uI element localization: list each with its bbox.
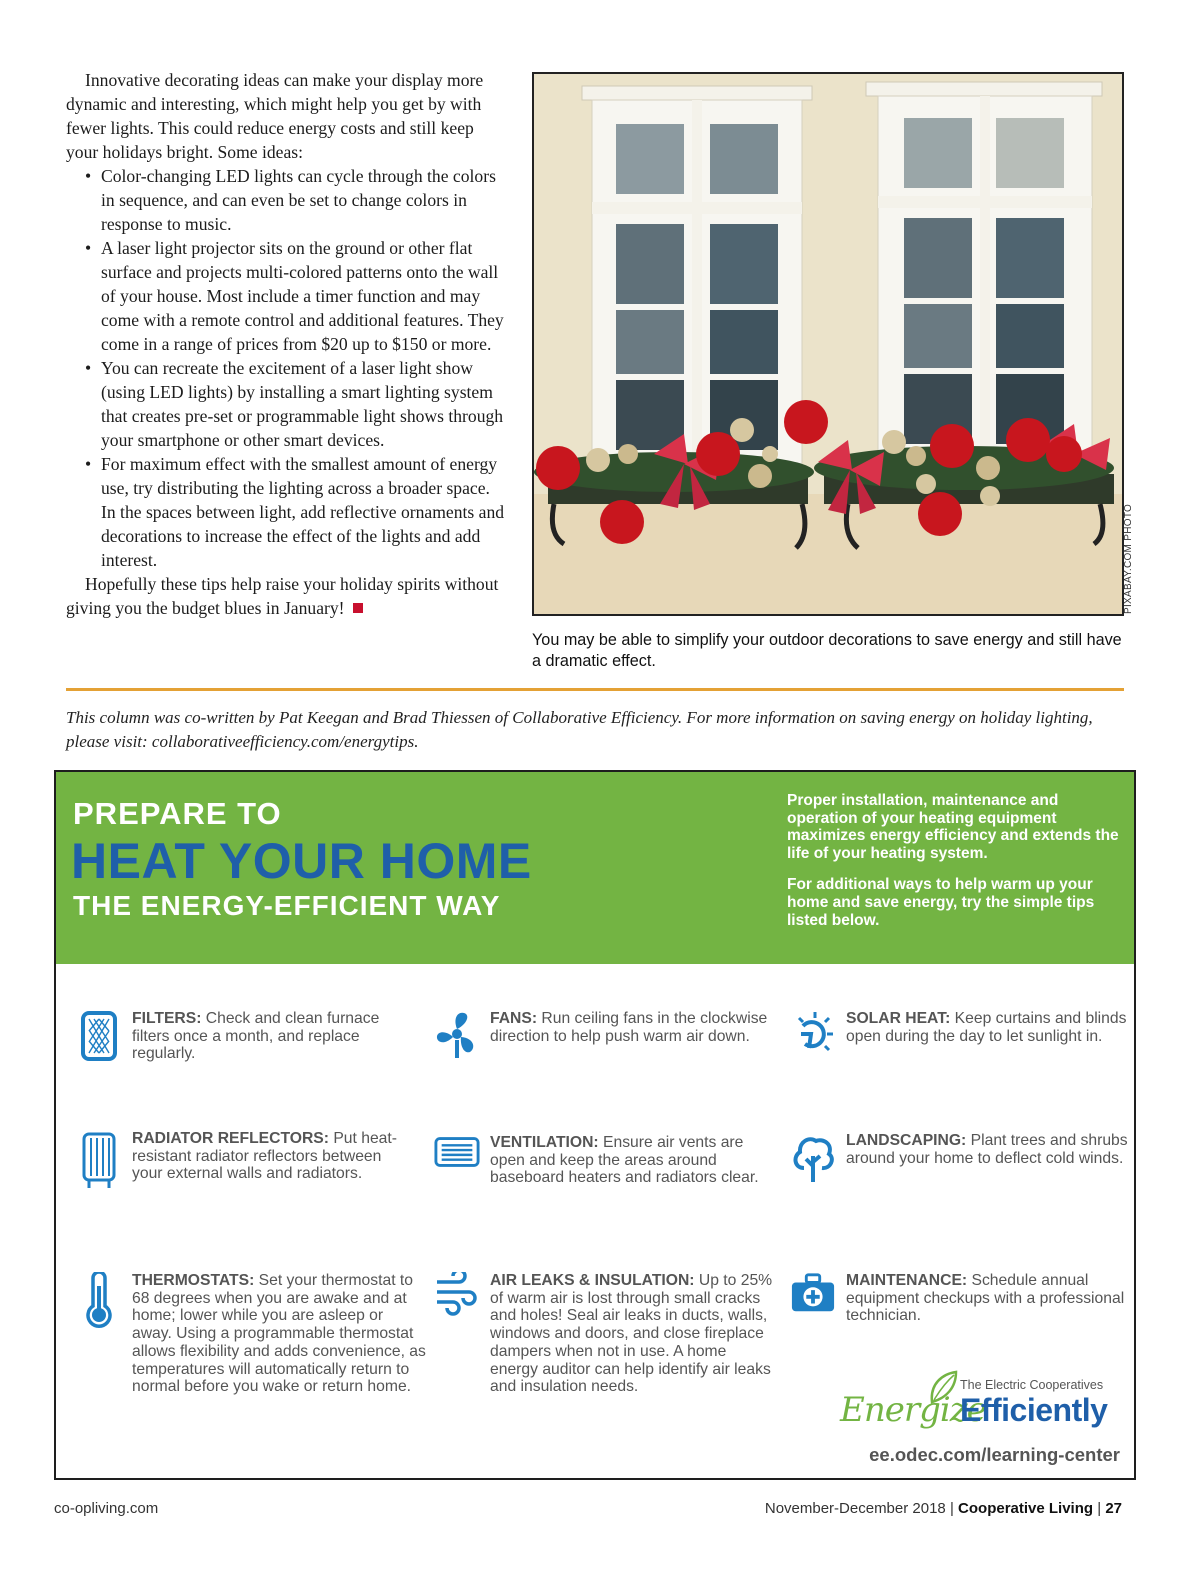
logo-word-efficiently: Efficiently <box>960 1392 1108 1428</box>
list-item: • A laser light projector sits on the ground or other flat surface and projects multi-colored patterns onto the wall of your house. Most include a timer function and may come with a remote control and additional features. They come in a range of prices from $20 up to $150 or more. <box>66 236 508 356</box>
tip-ventilation <box>434 1134 774 1187</box>
photo-credit: PIXABAY.COM PHOTO <box>1123 503 1134 614</box>
wind-icon <box>434 1272 480 1316</box>
infographic-banner <box>56 772 1134 964</box>
thermometer-icon <box>76 1272 122 1328</box>
ideas-list <box>66 164 508 572</box>
tip-radiator-reflectors <box>76 1130 416 1190</box>
tip-label: SOLAR HEAT: <box>846 1010 951 1027</box>
banner-title-line2: HEAT YOUR HOME <box>71 833 532 889</box>
section-divider <box>66 688 1124 691</box>
tip-text: Run ceiling fans in the clockwise direction to help push warm air down. <box>490 1010 768 1045</box>
tip-text: Put heat-resistant radiator reflectors between your external walls and radiators. <box>132 1130 397 1183</box>
tip-text: Keep curtains and blinds open during the day to let sunlight in. <box>846 1010 1127 1045</box>
article-closing <box>66 572 508 620</box>
tip-label: RADIATOR REFLECTORS: <box>132 1130 329 1147</box>
end-mark <box>353 603 363 613</box>
footer-site: co-opliving.com <box>54 1500 159 1517</box>
tree-icon <box>790 1132 836 1184</box>
tip-landscaping <box>790 1132 1130 1184</box>
fan-icon <box>434 1010 480 1060</box>
tip-fans <box>434 1010 774 1060</box>
tip-text: Schedule annual equipment checkups with a professional technician. <box>846 1272 1125 1325</box>
sun-icon <box>790 1010 836 1058</box>
banner-intro <box>787 792 1127 929</box>
window-illustration <box>534 74 1122 614</box>
tip-maintenance <box>790 1272 1130 1325</box>
page-number: 27 <box>1105 1500 1122 1517</box>
tip-air-leaks <box>434 1272 774 1396</box>
footer-separator: | <box>1097 1500 1102 1517</box>
closing-text: Hopefully these tips help raise your holiday spirits without giving you the budget blues in January! <box>66 574 499 618</box>
tip-solar-heat <box>790 1010 1130 1058</box>
banner-title-line1: PREPARE TO <box>73 796 282 831</box>
article-body <box>66 68 508 620</box>
footer-issue: November-December 2018 <box>764 1500 946 1517</box>
banner-title-line3: THE ENERGY-EFFICIENT WAY <box>73 890 501 921</box>
filter-icon <box>76 1010 122 1062</box>
tip-label: AIR LEAKS & INSULATION: <box>490 1272 695 1289</box>
vent-icon <box>434 1134 480 1170</box>
tip-label: VENTILATION: <box>490 1134 599 1151</box>
tip-text: Plant trees and shrubs around your home to deflect cold winds. <box>846 1132 1128 1167</box>
tip-label: MAINTENANCE: <box>846 1272 968 1289</box>
tip-thermostats <box>76 1272 426 1396</box>
heating-infographic <box>54 770 1136 1480</box>
tip-text: Set your thermostat to 68 degrees when you are awake and at home; lower while you are asleep or away. Using a programmable thermostat allows flexibility and adds convenience, as temperatures will automatically return to normal before you wake or return home. <box>132 1272 426 1396</box>
energize-efficiently-logo <box>840 1370 1120 1440</box>
list-item: • For maximum effect with the smallest amount of energy use, try distributing the lighting across a broader space. In the spaces between light, add reflective ornaments and decorations to increase the effect of the lights and add interest. <box>66 452 508 572</box>
radiator-icon <box>76 1130 122 1190</box>
footer-issue-info <box>765 1500 1122 1517</box>
tip-text: Up to 25% of warm air is lost through small cracks and holes! Seal air leaks in ducts, walls, windows and doors, and close fireplace dampers when not in use. A home energy auditor can help identify air leaks and insulation needs. <box>490 1272 773 1396</box>
tip-text: Ensure air vents are open and keep the areas around baseboard heaters and radiators clear. <box>490 1134 759 1187</box>
tip-label: THERMOSTATS: <box>132 1272 255 1289</box>
coauthor-note: This column was co-written by Pat Keegan and Brad Thiessen of Collaborative Efficiency. For more information on saving energy on holiday lighting, please visit: collaborativeefficiency.com/energytips. <box>66 708 1093 751</box>
toolbox-icon <box>790 1272 836 1314</box>
banner-intro-p2: For additional ways to help warm up your home and save energy, try the simple tips listed below. <box>787 876 1095 929</box>
tip-filters <box>76 1010 406 1063</box>
tip-label: FILTERS: <box>132 1010 202 1027</box>
logo-tagline: The Electric Cooperatives <box>960 1378 1104 1392</box>
list-item: • Color-changing LED lights can cycle through the colors in sequence, and can even be set to change colors in response to music. <box>66 164 508 236</box>
footer-separator: | <box>949 1500 954 1517</box>
logo-word-energize: Energize <box>840 1390 986 1430</box>
photo-caption: You may be able to simplify your outdoor decorations to save energy and still have a dramatic effect. <box>532 631 1122 670</box>
tip-label: LANDSCAPING: <box>846 1132 967 1149</box>
tip-label: FANS: <box>490 1010 538 1027</box>
article-intro: Innovative decorating ideas can make your display more dynamic and interesting, which might help you get by with fewer lights. This could reduce energy costs and still keep your holidays bright. Some ideas: <box>66 70 484 162</box>
list-item: • You can recreate the excitement of a laser light show (using LED lights) by installing a smart lighting system that creates pre-set or programmable light shows through your smartphone or other smart devices. <box>66 356 508 452</box>
tip-text: Check and clean furnace filters once a month, and replace regularly. <box>132 1010 380 1063</box>
learning-center-url: ee.odec.com/learning-center <box>869 1444 1120 1465</box>
banner-intro-p1: Proper installation, maintenance and operation of your heating equipment maximizes energy efficiency and extends the life of your heating system. <box>787 792 1119 862</box>
footer-publication: Cooperative Living <box>958 1500 1094 1517</box>
window-box-photo <box>532 72 1124 616</box>
